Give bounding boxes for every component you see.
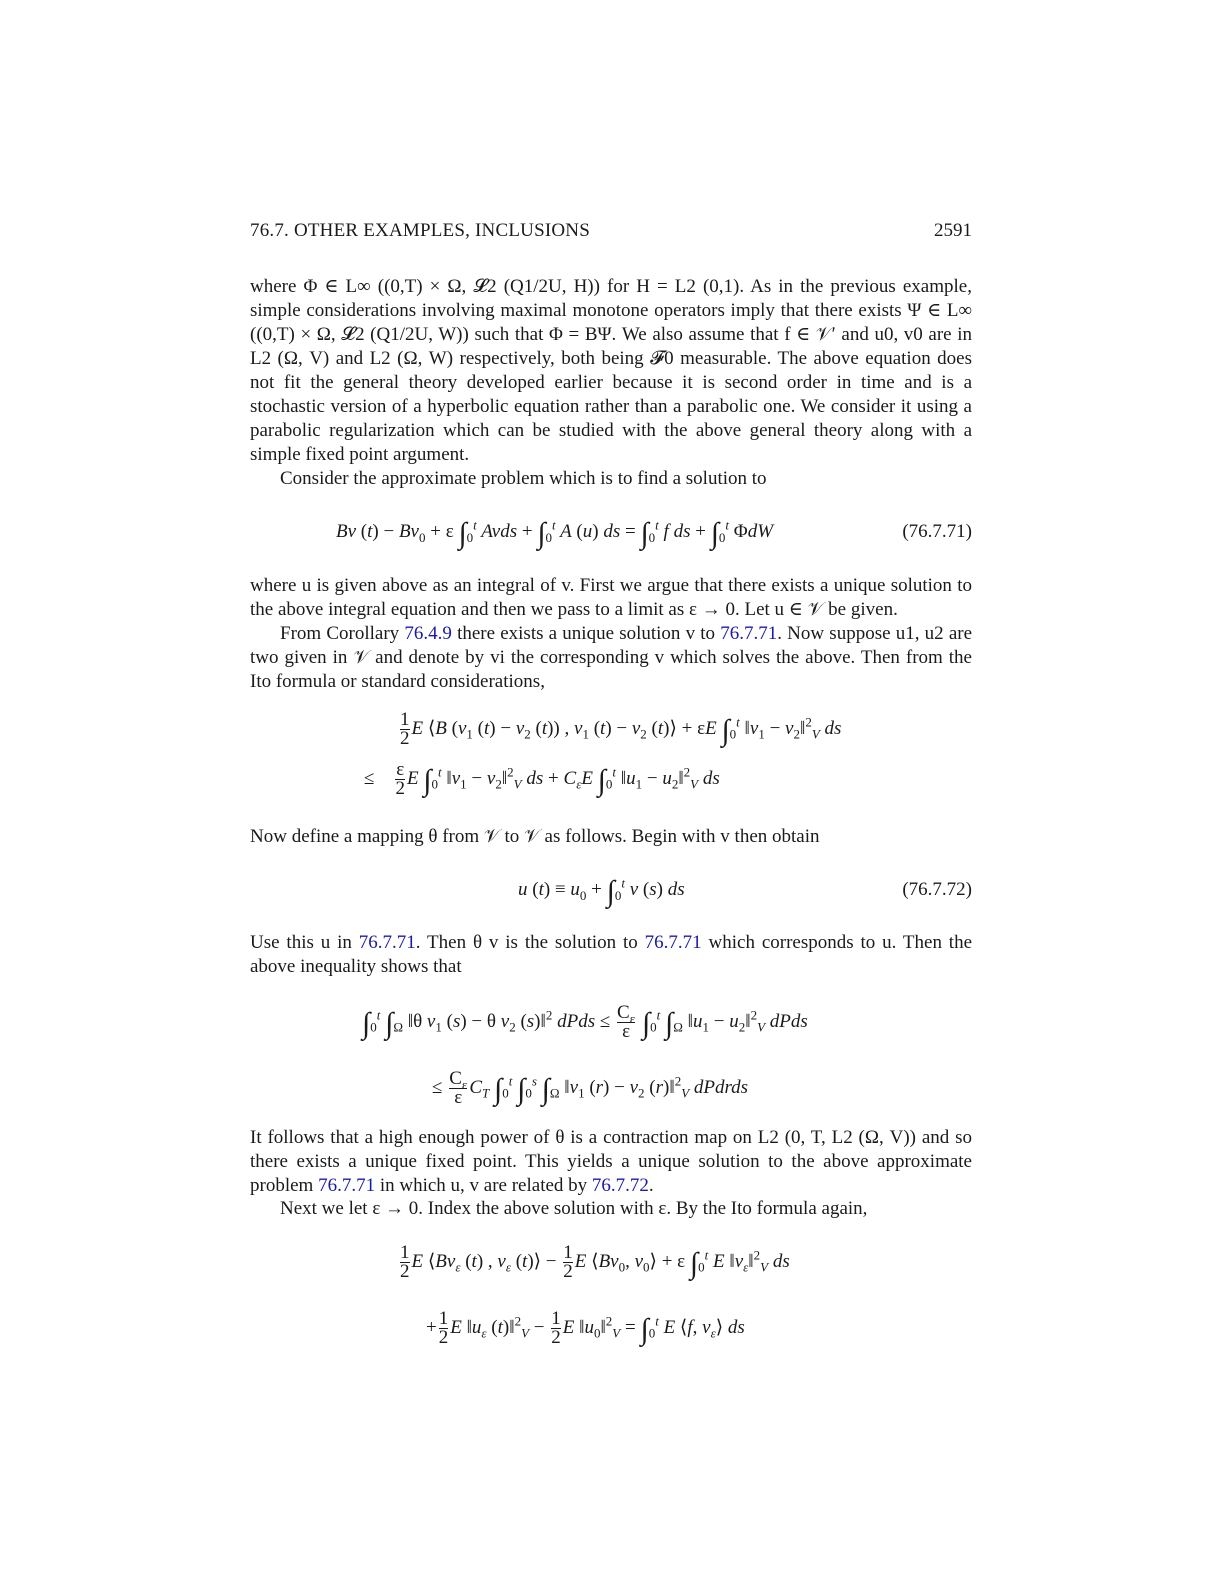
equation-76-7-72 bbox=[250, 866, 972, 916]
section-title: 76.7. OTHER EXAMPLES, INCLUSIONS bbox=[250, 220, 590, 241]
paragraph-4 bbox=[250, 622, 972, 694]
paragraph-1-part-a: where Φ ∈ L∞ ((0,T) × Ω, 𝓛2 (Q1/2U, H)) for H = L2 (0,1). As in the previous example, simple considerations involving maximal monotone operators imply that there exists Ψ ∈ L∞ ((0,T) × Ω, 𝓛2 (Q1/2U, W)) such that Φ = BΨ. We also assume that f ∈ 𝒱′ and u0, v0 are in L2 (Ω, V) and L2 (Ω, W) respectively, both being 𝓕0 measurable. bbox=[250, 276, 972, 369]
paragraph-6-part-c: which corresponds to u. Then the above inequality shows that bbox=[250, 932, 973, 977]
equation-72-number: (76.7.72) bbox=[902, 879, 972, 900]
paragraph-7-part-a: It follows that a high enough power of θ is a contraction map on L2 (0, T, L2 (Ω, V)) and so there exists a unique fixed point. This yields a unique solution to the above approximate problem bbox=[250, 1127, 972, 1196]
equation-71-link-4[interactable]: 76.7.71 bbox=[318, 1175, 376, 1196]
paragraph-5: Now define a mapping θ from 𝒱 to 𝒱 as follows. Begin with v then obtain bbox=[250, 826, 820, 847]
inequality-line-1: $\frac{1}{2}$ E ⟨B ($v_1$ $(t) - v_2$ (t)) , $v_1$ $(t) - v_2$ (t)⟩ + εE $\int_0^t$ $‖v_1$ − $v_2‖^2_V$ ds bbox=[400, 709, 842, 749]
paragraph-7-part-b: in which u, v are related by bbox=[379, 1175, 588, 1196]
paragraph-6-part-b: . Then θ v is the solution to bbox=[415, 932, 638, 953]
ito-line-1: $\frac{1}{2}$ E $⟨Bv_\varepsilon$ (t) , $v_\varepsilon$ (t)⟩ − $\frac{1}{2}$ E $⟨Bv_0$, $v_0⟩ + \varepsilon$ $\int_0^t$ E $‖v_\varepsilon‖^2_V$ ds bbox=[400, 1242, 790, 1282]
equation-72-body: u $(t) \equiv u_0 + \int_0^t$ v (s) ds bbox=[518, 875, 685, 908]
paragraph-4-part-b: there exists a unique solution v to bbox=[457, 623, 716, 644]
paragraph-8: Next we let ε → 0. Index the above solution with ε. By the Ito formula again, bbox=[280, 1198, 868, 1219]
paragraph-4-part-c: . Now suppose u1, u2 are two given in 𝒱 and denote by vi the corresponding v which solves the above. Then from the Ito formula or standard considerations, bbox=[250, 623, 973, 692]
inequality-block bbox=[250, 705, 972, 810]
contraction-estimate bbox=[250, 992, 972, 1117]
equation-71-number: (76.7.71) bbox=[902, 521, 972, 542]
contraction-line-2: ≤ $\frac{C_\varepsilon}{\varepsilon}$ $C_T$ $\int_0^t$ $\int_0^s$ $\int_\Omega$ $‖v_1$ $(r) - v_2$ (r)‖$^2_V$ dPdrds bbox=[432, 1068, 749, 1108]
page-number: 2591 bbox=[934, 220, 972, 241]
equation-71-body: Bv $(t) - Bv_0 + \varepsilon$ $\int_0^t$ Avds + $\int_0^t$ A (u) ds = $\int_0^t$ f ds + $\int_0^t$ ΦdW bbox=[336, 517, 774, 550]
ito-formula-block bbox=[250, 1236, 972, 1356]
equation-71-link[interactable]: 76.7.71 bbox=[720, 623, 778, 644]
paragraph-4-part-a: From Corollary bbox=[280, 623, 400, 644]
paragraph-1-part-b: The above equation does not fit the general theory developed earlier because it is second order in time and is a stochastic version of a hyperbolic equation rather than a parabolic one. We consider it using a parabolic regularization which can be studied with the above general theory along with a simple fixed point argument. bbox=[250, 348, 972, 465]
paragraph-1 bbox=[250, 275, 972, 467]
paragraph-3: where u is given above as an integral of v. First we argue that there exists a unique solution to the above integral equation and then we pass to a limit as ε → 0. Let u ∈ 𝒱 be given. bbox=[250, 575, 972, 620]
paragraph-7: It follows that a high enough power of θ is a contraction map on L2 (0, T, L2 (Ω, V)) and so there exists a unique fixed point. This yields a unique solution to the above approximate problem 76.7.71 in which u, v are related by 76.7.72. bbox=[250, 1127, 972, 1196]
equation-71-link-2[interactable]: 76.7.71 bbox=[358, 932, 416, 953]
corollary-link[interactable]: 76.4.9 bbox=[404, 623, 452, 644]
equation-76-7-71 bbox=[250, 508, 972, 558]
ito-line-2: + $\frac{1}{2}$ E $‖u_\varepsilon$ (t)‖$^2_V$ − $\frac{1}{2}$ E $‖u_0‖^2_V = \int_0^t$ E ⟨f, $v_\varepsilon⟩$ ds bbox=[426, 1308, 745, 1348]
equation-72-link[interactable]: 76.7.72 bbox=[591, 1175, 649, 1196]
equation-71-link-3[interactable]: 76.7.71 bbox=[644, 932, 702, 953]
inequality-line-2: ≤ $\frac{\varepsilon}{2}$ E $\int_0^t$ $‖v_1$ − $v_2‖^2_V$ ds + $C_\varepsilon E$ $\int_0^t$ $‖u_1$ − $u_2‖^2_V$ ds bbox=[364, 759, 720, 799]
paragraph-6-part-a: Use this u in bbox=[250, 932, 352, 953]
contraction-line-1: $\int_0^t$ $\int_\Omega$ ‖θ $v_1$ (s) − θ $v_2$ (s)‖$^2$ dPds ≤ $\frac{C_\varepsilon}{\varepsilon}$ $\int_0^t$ $\int_\Omega$ $‖u_1$ − $u_2‖^2_V$ dPds bbox=[362, 1002, 808, 1042]
paragraph-6 bbox=[250, 931, 972, 979]
paragraph-2: Consider the approximate problem which is to find a solution to bbox=[280, 468, 767, 489]
